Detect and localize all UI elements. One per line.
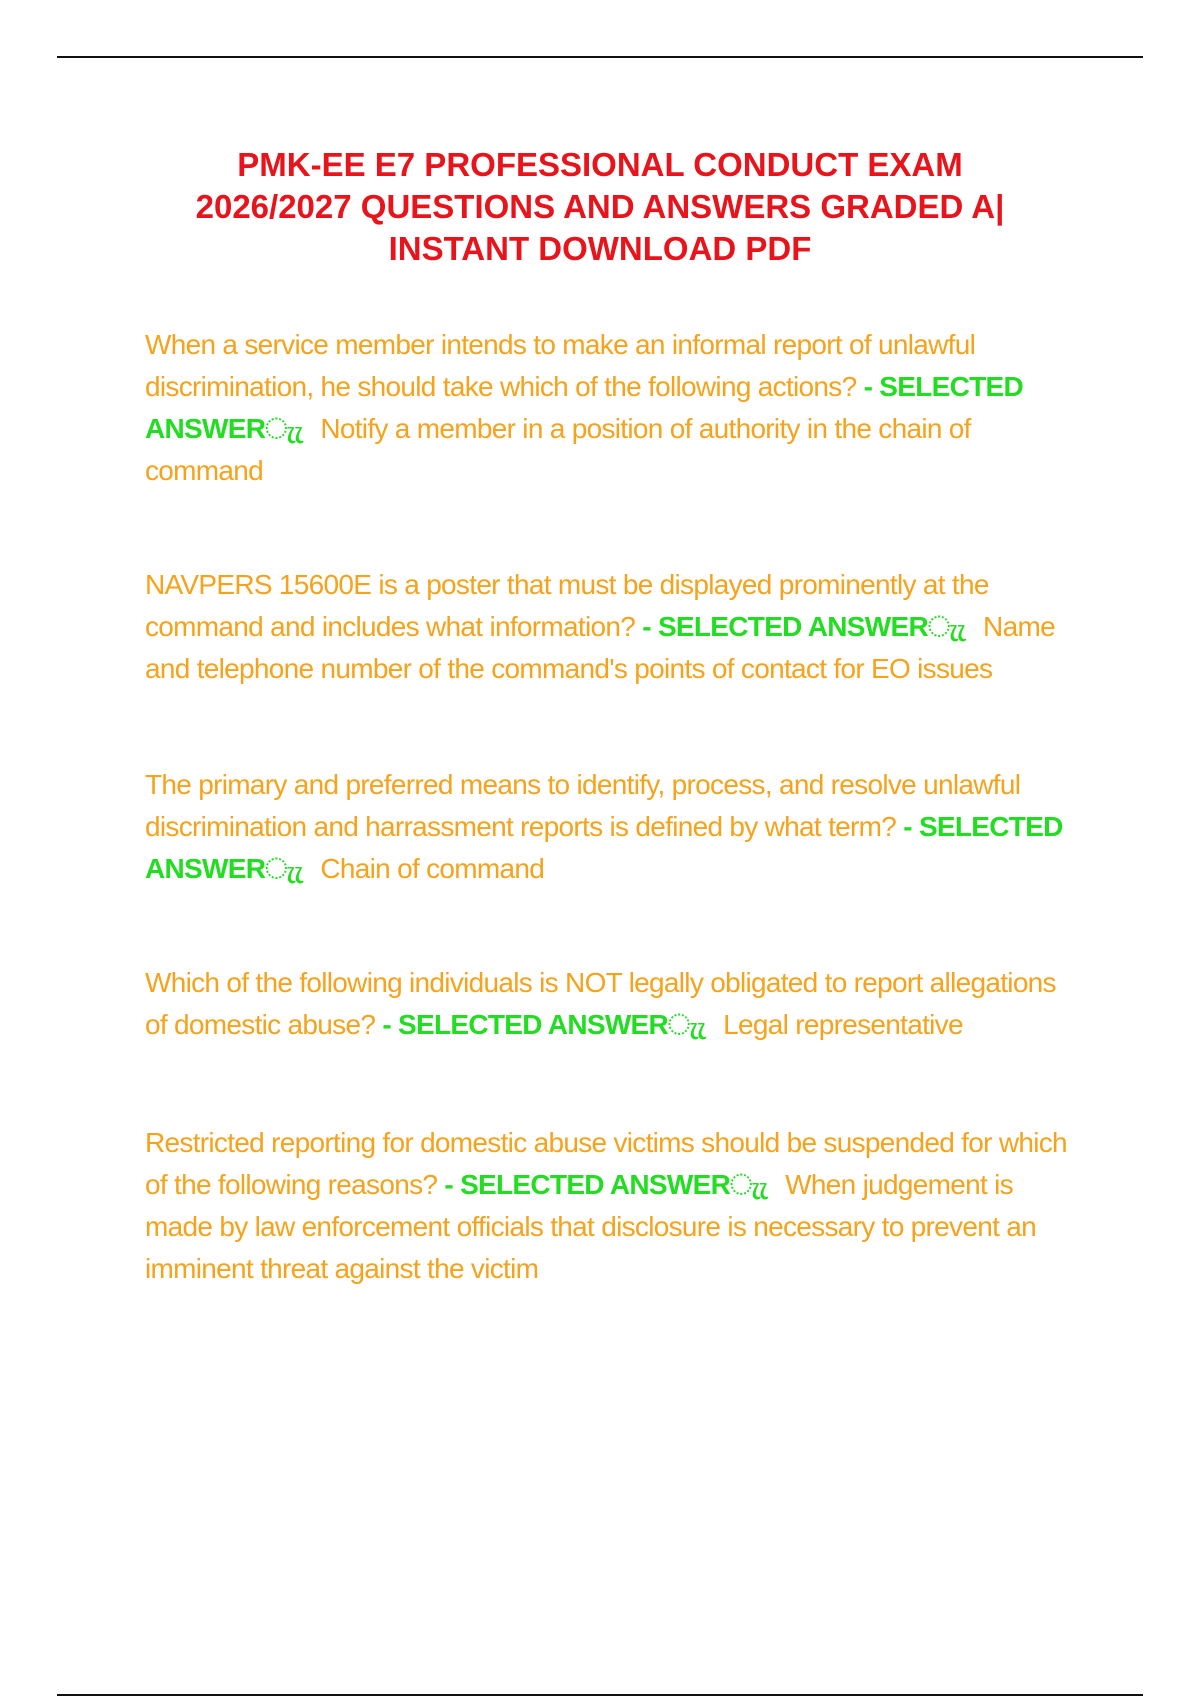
document-title: [100, 144, 1100, 270]
bottom-rule: [57, 1694, 1143, 1696]
title-line-3: INSTANT DOWNLOAD PDF: [388, 230, 812, 267]
question-text: NAVPERS 15600E is a poster that must be displayed prominently at the command and includes what information?: [145, 569, 989, 642]
question-text: The primary and preferred means to identify, process, and resolve unlawful discrimination and harrassment reports is defined by what term?: [145, 769, 1021, 842]
selected-answer-label: - SELECTED ANSWERැැ: [145, 811, 1063, 884]
answer-text: When judgement is made by law enforcement officials that disclosure is necessary to prevent an imminent threat against the victim: [145, 1169, 1036, 1284]
top-rule: [57, 56, 1143, 58]
answer-text: Notify a member in a position of authority in the chain of command: [145, 413, 971, 486]
qa-item-1: [145, 324, 1075, 492]
qa-item-3: [145, 764, 1075, 890]
title-line-1: PMK-EE E7 PROFESSIONAL CONDUCT EXAM: [237, 146, 963, 183]
question-text: When a service member intends to make an informal report of unlawful discrimination, he should take which of the following actions?: [145, 329, 976, 402]
qa-item-2: [145, 564, 1075, 690]
question-text: Which of the following individuals is NOT legally obligated to report allegations of domestic abuse?: [145, 967, 1056, 1040]
qa-item-4: [145, 962, 1075, 1046]
selected-answer-label: - SELECTED ANSWERැැ: [444, 1169, 768, 1200]
selected-answer-label: - SELECTED ANSWERැැ: [382, 1009, 706, 1040]
selected-answer-label: - SELECTED ANSWERැැ: [145, 371, 1024, 444]
qa-item-5: [145, 1122, 1075, 1290]
answer-text: Legal representative: [723, 1009, 963, 1040]
title-line-2: 2026/2027 QUESTIONS AND ANSWERS GRADED A|: [195, 188, 1005, 225]
answer-text: Name and telephone number of the command's points of contact for EO issues: [145, 611, 1055, 684]
answer-text: Chain of command: [320, 853, 545, 884]
question-text: Restricted reporting for domestic abuse victims should be suspended for which of the following reasons?: [145, 1127, 1067, 1200]
selected-answer-label: - SELECTED ANSWERැැ: [642, 611, 966, 642]
